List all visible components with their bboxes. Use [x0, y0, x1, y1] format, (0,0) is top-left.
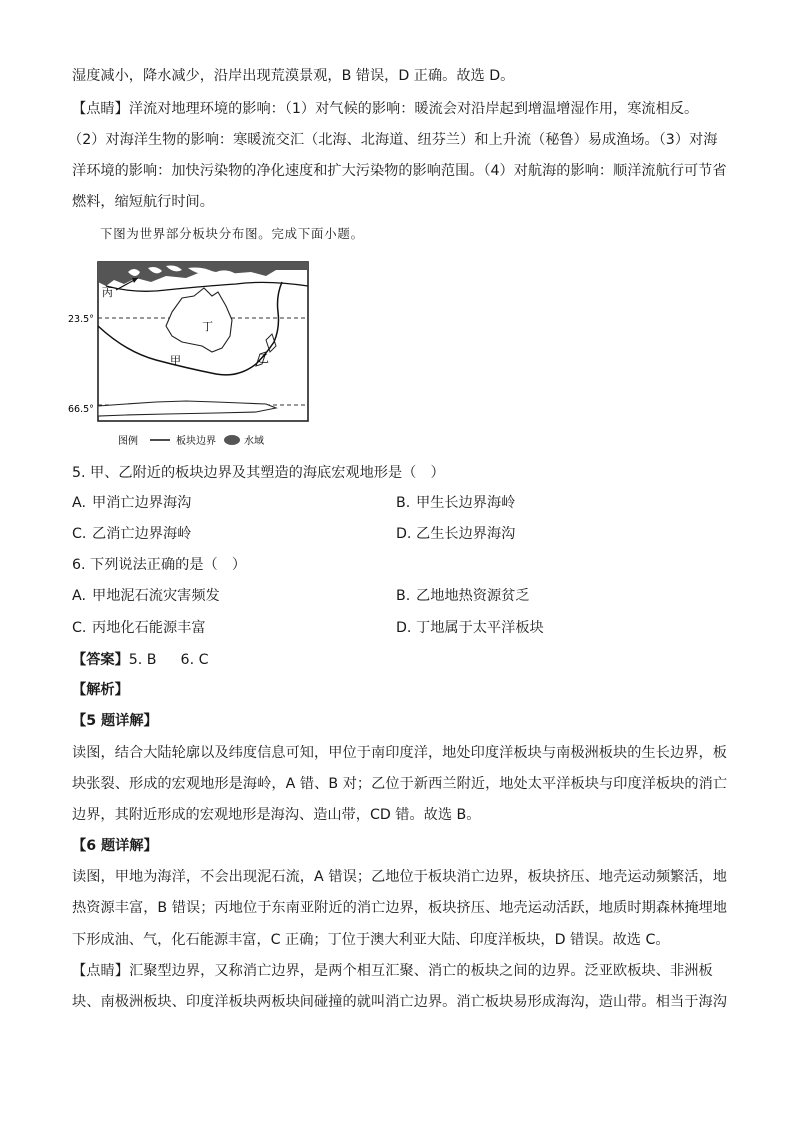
- label-yi: 乙: [258, 352, 269, 365]
- question-6-stem: 6. 下列说法正确的是（ ）: [72, 557, 247, 573]
- question-5-option-a: A. 甲消亡边界海沟: [72, 495, 192, 511]
- question-5-stem: 5. 甲、乙附近的板块边界及其塑造的海底宏观地形是（ ）: [72, 465, 445, 481]
- answer-line: [72, 650, 209, 670]
- answer-6: 6. C: [180, 652, 209, 668]
- tip-ocean-current-line-3: 洋环境的影响：加快污染物的净化速度和扩大污染物的影响范围。（4）对航海的影响：顺洋流航行可节省: [72, 163, 727, 179]
- q5-detail-line-3: 边界，其附近形成的宏观地形是海沟、造山带，CD 错。故选 B。: [72, 807, 481, 823]
- tip-convergent-line-1: 【点睛】汇聚型边界，又称消亡边界，是两个相互汇聚、消亡的板块之间的边界。泛亚欧板块、非洲板: [72, 963, 713, 979]
- legend-boundary-label: 板块边界: [176, 436, 216, 447]
- q5-detail-title: 【5 题详解】: [72, 713, 158, 729]
- question-6-option-b: B. 乙地地热资源贫乏: [396, 588, 530, 604]
- question-6-option-a: A. 甲地泥石流灾害频发: [72, 588, 220, 604]
- latitude-label-23-5: 23.5°: [68, 314, 94, 325]
- legend-water-label: 水域: [244, 436, 264, 447]
- tip-ocean-current-line-4: 燃料，缩短航行时间。: [72, 194, 214, 210]
- latitude-label-66-5: 66.5°: [68, 404, 94, 415]
- tip-convergent-line-2: 块、南极洲板块、印度洋板块两板块间碰撞的就叫消亡边界。消亡板块易形成海沟，造山带。相当于海沟: [72, 994, 727, 1010]
- question-5-option-d: D. 乙生长边界海沟: [396, 526, 516, 542]
- q5-detail-line-1: 读图，结合大陆轮廓以及纬度信息可知，甲位于南印度洋，地处印度洋板块与南极洲板块的生长边界，板: [72, 745, 727, 761]
- answer-5: 5. B: [128, 652, 157, 668]
- question-6-option-d: D. 丁地属于太平洋板块: [396, 620, 544, 636]
- analysis-label: 【解析】: [72, 682, 129, 698]
- prev-answer-line: 湿度减小，降水减少，沿岸出现荒漠景观，B 错误，D 正确。故选 D。: [72, 68, 515, 84]
- question-5-option-c: C. 乙消亡边界海岭: [72, 526, 192, 542]
- label-bing: 丙: [102, 286, 113, 299]
- q6-detail-line-2: 热资源丰富，B 错误；丙地位于东南亚附近的消亡边界，板块挤压、地壳运动活跃，地质时期森林掩埋地: [72, 900, 728, 916]
- legend-title: 图例: [118, 436, 138, 447]
- answer-label: 【答案】: [72, 652, 129, 668]
- tip-ocean-current-line-2: （2）对海洋生物的影响：寒暖流交汇（北海、北海道、纽芬兰）和上升流（秘鲁）易成渔场。（3）对海: [68, 132, 718, 148]
- tip-ocean-current-line-1: 【点睛】洋流对地理环境的影响：（1）对气候的影响：暖流会对沿岸起到增温增湿作用，寒流相反。: [72, 101, 699, 117]
- legend-water-swatch: [224, 435, 240, 445]
- q6-detail-line-1: 读图，甲地为海洋，不会出现泥石流，A 错误；乙地位于板块消亡边界，板块挤压、地壳运动频繁活，地: [72, 869, 728, 885]
- group-intro: 下图为世界部分板块分布图。完成下面小题。: [100, 226, 364, 241]
- label-jia: 甲: [170, 354, 181, 367]
- q5-detail-line-2: 块张裂、形成的宏观地形是海岭，A 错、B 对；乙位于新西兰附近，地处太平洋板块与印度洋板块的消亡: [72, 776, 728, 792]
- q6-detail-title: 【6 题详解】: [72, 838, 158, 854]
- question-6-option-c: C. 丙地化石能源丰富: [72, 620, 206, 636]
- plate-map: [66, 256, 316, 452]
- label-ding: 丁: [202, 320, 213, 333]
- question-5-option-b: B. 甲生长边界海岭: [396, 495, 516, 511]
- q6-detail-line-3: 下形成油、气，化石能源丰富，C 正确；丁位于澳大利亚大陆、印度洋板块，D 错误。故选 C。: [72, 932, 670, 948]
